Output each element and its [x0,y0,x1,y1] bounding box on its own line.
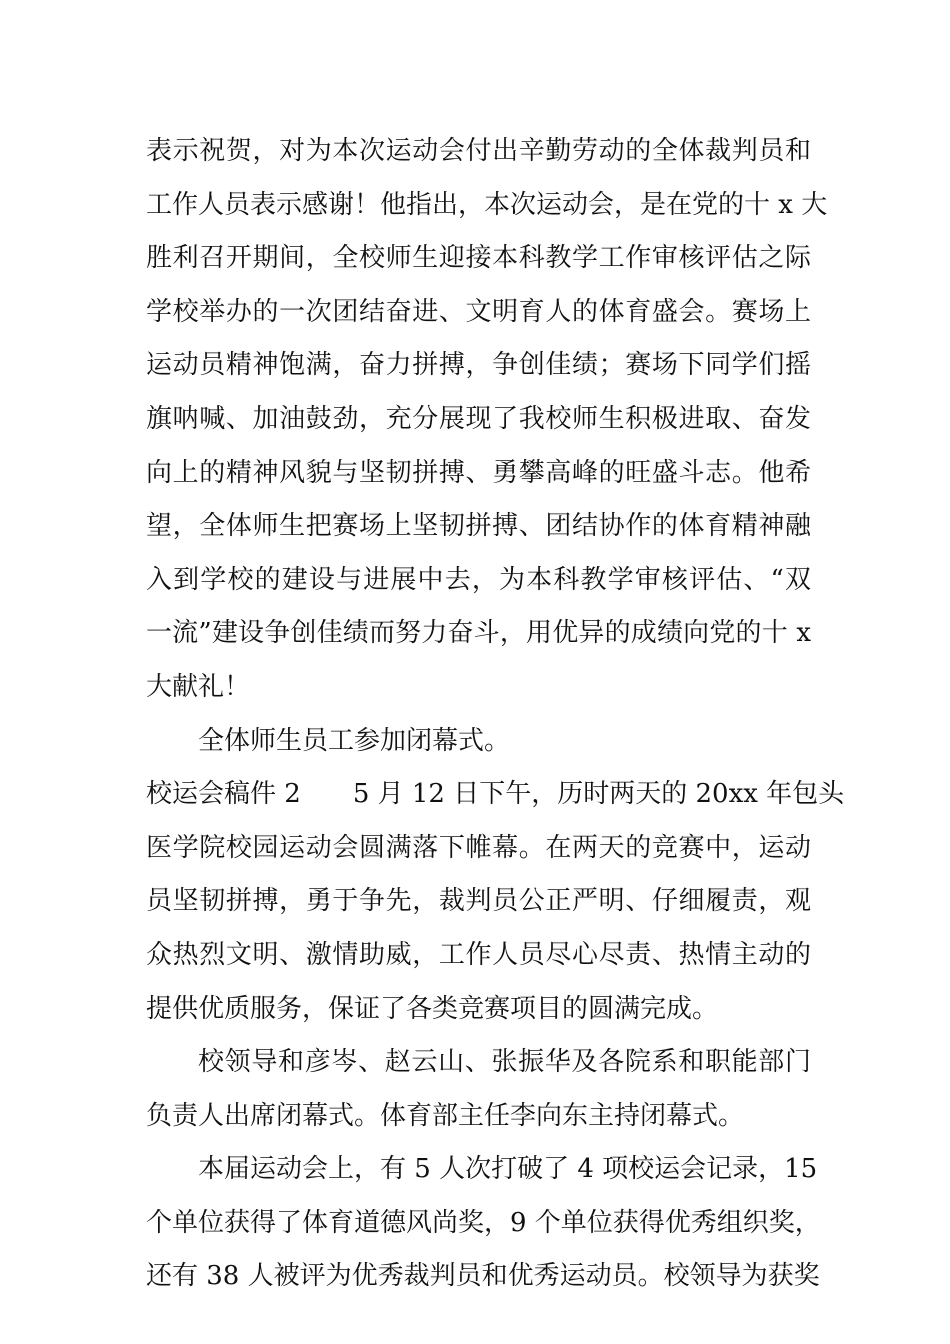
article-heading-line [146,768,845,822]
text-line: 医学院校园运动会圆满落下帷幕。在两天的竞赛中，运动 [146,832,811,863]
text-line: 大献礼！ [146,671,251,702]
text-line: 入到学校的建设与进展中去，为本科教学审核评估、“双 [146,564,811,595]
text-line: 员坚韧拼搏，勇于争先，裁判员公正严明、仔细履责，观 [146,886,811,917]
text-line: 向上的精神风貌与坚韧拼搏、勇攀高峰的旺盛斗志。他希 [146,457,811,488]
body-text [146,125,845,1304]
text-line: 全体师生员工参加闭幕式。 [198,725,511,756]
text-line: 学校举办的一次团结奋进、文明育人的体育盛会。赛场上 [146,296,811,327]
text-line: 胜利召开期间，全校师生迎接本科教学工作审核评估之际 [146,243,811,274]
text-line: 一流”建设争创佳绩而努力奋斗，用优异的成绩向党的十 x [146,618,811,649]
text-line: 还有 38 人被评为优秀裁判员和优秀运动员。校领导为获奖 [146,1261,820,1292]
text-line: 运动员精神饱满，奋力拼搏，争创佳绩；赛场下同学们摇 [146,350,811,381]
text-line: 表示祝贺，对为本次运动会付出辛勤劳动的全体裁判员和 [146,136,811,166]
text-line: 旗呐喊、加油鼓劲，充分展现了我校师生积极进取、奋发 [146,403,811,434]
text-line: 个单位获得了体育道德风尚奖，9 个单位获得优秀组织奖， [146,1207,821,1238]
text-line: 本届运动会上，有 5 人次打破了 4 项校运会记录，15 [198,1154,818,1185]
article-lead: 5 月 12 日下午，历时两天的 20xx 年包头 [352,779,845,810]
text-line: 提供优质服务，保证了各类竞赛项目的圆满完成。 [146,993,719,1024]
text-line: 校领导和彦岑、赵云山、张振华及各院系和职能部门 [198,1047,811,1078]
text-line: 望，全体师生把赛场上坚韧拼搏、团结协作的体育精神融 [146,511,811,542]
text-line: 负责人出席闭幕式。体育部主任李向东主持闭幕式。 [146,1100,745,1131]
text-line: 众热烈文明、激情助威，工作人员尽心尽责、热情主动的 [146,939,811,970]
article-heading: 校运会稿件 2 [146,779,301,810]
text-line: 工作人员表示感谢！他指出，本次运动会，是在党的十 x 大 [146,189,828,220]
